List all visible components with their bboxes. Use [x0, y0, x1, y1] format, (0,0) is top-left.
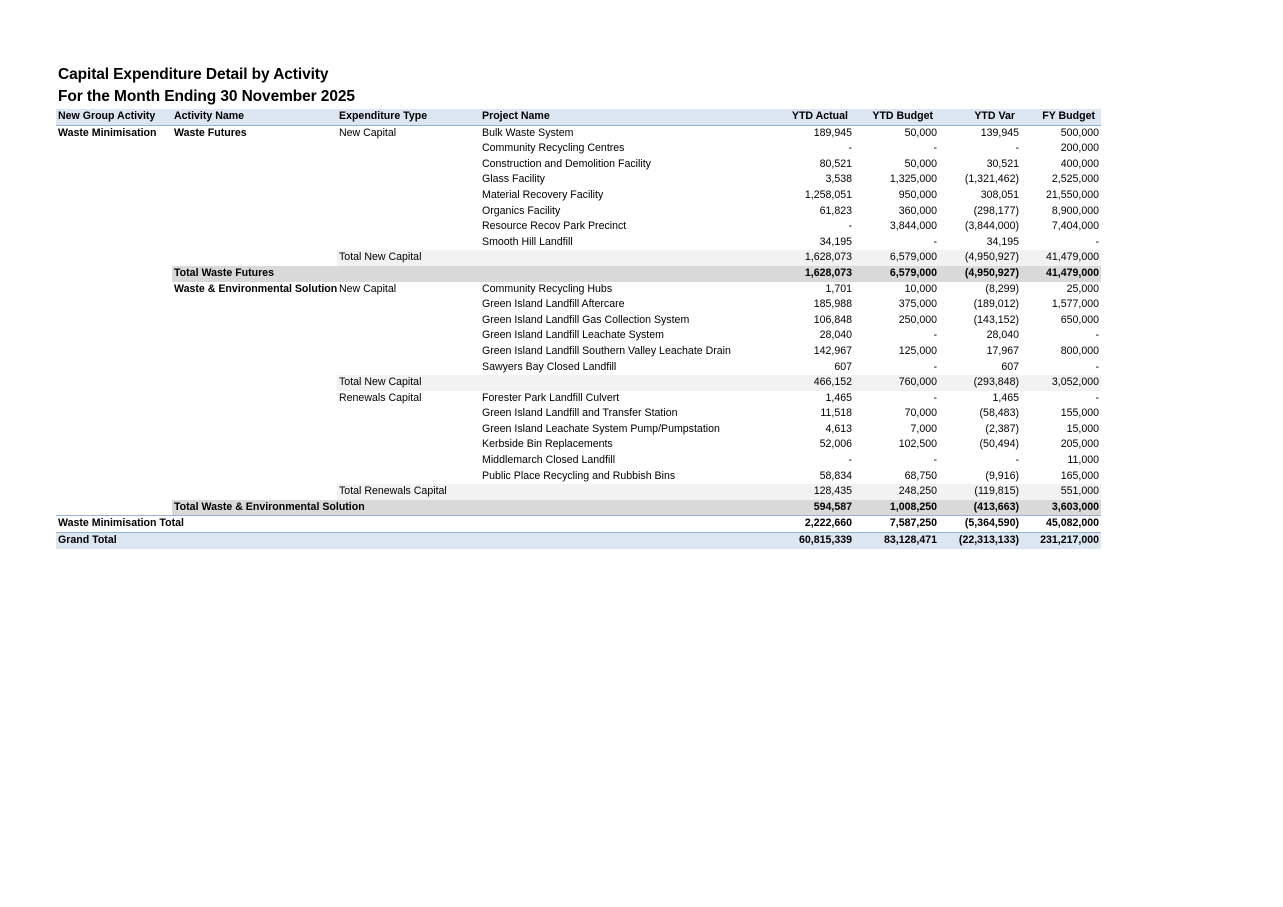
cell-ytd-actual: 61,823: [819, 204, 852, 217]
grand-total-row: [56, 533, 1101, 549]
cell-project: Kerbside Bin Replacements: [482, 438, 613, 451]
table-row: [56, 360, 1101, 376]
table-row: [56, 313, 1101, 329]
cell-ytd-var: (143,152): [973, 313, 1019, 326]
cell-project: Glass Facility: [482, 173, 545, 186]
cell-activity: [172, 437, 337, 453]
cell-fy-budget: 155,000: [1060, 407, 1099, 420]
cell-project: Forester Park Landfill Culvert: [482, 391, 620, 404]
cell-ytd-actual: 58,834: [819, 469, 852, 482]
cell-fy-budget: 500,000: [1060, 126, 1099, 139]
cell-expenditure-type: [337, 469, 480, 485]
col-header-group[interactable]: New Group Activity: [56, 109, 172, 125]
grand-total-label: Grand Total: [56, 533, 770, 549]
cell-expenditure-type: [337, 313, 480, 329]
cell-ytd-budget: -: [933, 142, 937, 155]
cell-empty: [56, 266, 172, 282]
cell-ytd-actual: 60,815,339: [770, 533, 854, 549]
table-row: [56, 157, 1101, 173]
cell-ytd-budget: 950,000: [898, 188, 937, 201]
cell-fy-budget: 8,900,000: [1051, 204, 1099, 217]
table-row: [56, 437, 1101, 453]
cell-ytd-var: (22,313,133): [939, 533, 1021, 549]
cell-ytd-budget: 3,844,000: [889, 220, 937, 233]
cell-ytd-budget: 83,128,471: [854, 533, 939, 549]
cell-project: Public Place Recycling and Rubbish Bins: [482, 469, 676, 482]
cell-fy-budget: 41,479,000: [1021, 266, 1101, 282]
cell-fy-budget: 15,000: [1066, 422, 1099, 435]
cell-ytd-var: 30,521: [986, 157, 1019, 170]
cell-ytd-actual: -: [848, 142, 852, 155]
sub-total-row: [56, 484, 1101, 500]
cell-fy-budget: 21,550,000: [1045, 188, 1099, 201]
cell-group: [56, 219, 172, 235]
subtotal-label: Total New Capital: [337, 250, 770, 266]
cell-ytd-var: 34,195: [986, 235, 1019, 248]
cell-activity: [172, 157, 337, 173]
col-header-activity[interactable]: Activity Name: [172, 109, 337, 125]
cell-group: [56, 297, 172, 313]
cell-expenditure-type: [337, 406, 480, 422]
cell-fy-budget: 41,479,000: [1021, 250, 1101, 266]
cell-expenditure-type: [337, 328, 480, 344]
table-row: [56, 125, 1101, 141]
cell-ytd-actual: 1,701: [825, 282, 852, 295]
cell-ytd-budget: 248,250: [854, 484, 939, 500]
grp-total-row: [56, 516, 1101, 533]
col-header-expenditure-type[interactable]: Expenditure Type: [337, 109, 480, 125]
cell-group: [56, 344, 172, 360]
cell-ytd-budget: 360,000: [898, 204, 937, 217]
cell-fy-budget: 231,217,000: [1021, 533, 1101, 549]
cell-fy-budget: 7,404,000: [1051, 220, 1099, 233]
report-title: Capital Expenditure Detail by Activity: [58, 66, 329, 83]
cell-group: [56, 328, 172, 344]
subtotal-label: Total New Capital: [337, 375, 770, 391]
cell-project: Middlemarch Closed Landfill: [482, 454, 616, 467]
cell-activity: [172, 204, 337, 220]
cell-ytd-budget: 68,750: [904, 469, 937, 482]
cell-activity: [172, 328, 337, 344]
cell-ytd-budget: 250,000: [898, 313, 937, 326]
cell-expenditure-type: New Capital: [339, 282, 397, 295]
cell-activity: [172, 360, 337, 376]
cell-ytd-actual: 1,258,051: [804, 188, 852, 201]
cell-ytd-actual: 185,988: [813, 298, 852, 311]
cell-ytd-budget: 6,579,000: [854, 250, 939, 266]
cell-project: Community Recycling Hubs: [482, 282, 613, 295]
cell-activity: [172, 391, 337, 407]
cell-expenditure-type: [337, 204, 480, 220]
cell-expenditure-type: [337, 172, 480, 188]
cell-ytd-var: 139,945: [980, 126, 1019, 139]
cell-ytd-actual: -: [848, 220, 852, 233]
cell-group: [56, 391, 172, 407]
cell-activity: [172, 344, 337, 360]
cell-fy-budget: 551,000: [1021, 484, 1101, 500]
cell-fy-budget: 3,603,000: [1021, 500, 1101, 516]
cell-expenditure-type: New Capital: [339, 126, 397, 139]
cell-expenditure-type: [337, 360, 480, 376]
cell-project: Green Island Landfill and Transfer Station: [482, 407, 678, 420]
cell-activity: Waste Futures: [174, 126, 247, 139]
cell-ytd-budget: 6,579,000: [854, 266, 939, 282]
cell-fy-budget: 1,577,000: [1051, 298, 1099, 311]
table-row: [56, 204, 1101, 220]
act-total-row: [56, 266, 1101, 282]
cell-group: [56, 422, 172, 438]
sub-total-row: [56, 250, 1101, 266]
cell-group: [56, 360, 172, 376]
cell-fy-budget: 165,000: [1060, 469, 1099, 482]
cell-ytd-var: (119,815): [939, 484, 1021, 500]
cell-expenditure-type: [337, 235, 480, 251]
cell-expenditure-type: [337, 344, 480, 360]
cell-ytd-actual: 607: [834, 360, 852, 373]
cell-ytd-budget: 70,000: [904, 407, 937, 420]
col-header-ytd-var[interactable]: YTD Var: [939, 109, 1021, 125]
cell-ytd-budget: -: [933, 454, 937, 467]
cell-expenditure-type: [337, 422, 480, 438]
cell-ytd-actual: 1,465: [825, 391, 852, 404]
cell-empty: [172, 375, 337, 391]
cell-ytd-actual: 4,613: [825, 422, 852, 435]
table-header-row: [56, 109, 1101, 125]
cell-ytd-budget: 1,325,000: [889, 173, 937, 186]
cell-group: [56, 282, 172, 298]
table-row: [56, 453, 1101, 469]
cell-ytd-var: -: [1015, 454, 1019, 467]
cell-ytd-actual: 52,006: [819, 438, 852, 451]
cell-project: Sawyers Bay Closed Landfill: [482, 360, 617, 373]
cell-ytd-budget: 7,000: [910, 422, 937, 435]
cell-fy-budget: 800,000: [1060, 344, 1099, 357]
cell-project: Community Recycling Centres: [482, 142, 625, 155]
cell-fy-budget: 205,000: [1060, 438, 1099, 451]
cell-ytd-actual: 1,628,073: [770, 266, 854, 282]
cell-ytd-var: (4,950,927): [939, 266, 1021, 282]
cell-group: [56, 437, 172, 453]
cell-ytd-actual: 128,435: [770, 484, 854, 500]
cell-expenditure-type: [337, 437, 480, 453]
cell-group: Waste Minimisation: [58, 126, 157, 139]
table-row: [56, 235, 1101, 251]
cell-ytd-actual: 80,521: [819, 157, 852, 170]
cell-fy-budget: 25,000: [1066, 282, 1099, 295]
cell-group: [56, 141, 172, 157]
cell-ytd-var: (1,321,462): [964, 173, 1019, 186]
cell-project: Material Recovery Facility: [482, 188, 604, 201]
cell-fy-budget: -: [1095, 391, 1099, 404]
sub-total-row: [56, 375, 1101, 391]
table-row: [56, 469, 1101, 485]
table-row: [56, 328, 1101, 344]
table-row: [56, 344, 1101, 360]
cell-project: Resource Recov Park Precinct: [482, 220, 627, 233]
col-header-ytd-actual[interactable]: YTD Actual: [770, 109, 854, 125]
cell-ytd-budget: 375,000: [898, 298, 937, 311]
cell-ytd-budget: 1,008,250: [854, 500, 939, 516]
cell-ytd-budget: 760,000: [854, 375, 939, 391]
cell-ytd-budget: -: [933, 360, 937, 373]
cell-group: [56, 157, 172, 173]
cell-empty: [56, 375, 172, 391]
cell-expenditure-type: [337, 141, 480, 157]
cell-activity: [172, 172, 337, 188]
cell-empty: [56, 484, 172, 500]
cell-project: Green Island Landfill Southern Valley Leachate Drain: [482, 344, 731, 357]
cell-ytd-budget: 50,000: [904, 126, 937, 139]
table-row: [56, 297, 1101, 313]
cell-fy-budget: 3,052,000: [1021, 375, 1101, 391]
cell-activity: [172, 188, 337, 204]
cell-ytd-var: (413,663): [939, 500, 1021, 516]
table-row: [56, 391, 1101, 407]
cell-ytd-budget: -: [933, 329, 937, 342]
cell-project: Smooth Hill Landfill: [482, 235, 573, 248]
cell-ytd-var: (2,387): [985, 422, 1019, 435]
cell-project: Green Island Landfill Gas Collection System: [482, 313, 690, 326]
cell-fy-budget: 400,000: [1060, 157, 1099, 170]
cell-ytd-var: 308,051: [980, 188, 1019, 201]
cell-group: [56, 204, 172, 220]
cell-group: [56, 406, 172, 422]
col-header-ytd-budget[interactable]: YTD Budget: [854, 109, 939, 125]
cell-group: [56, 172, 172, 188]
cell-fy-budget: 2,525,000: [1051, 173, 1099, 186]
cell-ytd-budget: 102,500: [898, 438, 937, 451]
cell-expenditure-type: Renewals Capital: [339, 391, 422, 404]
cell-expenditure-type: [337, 157, 480, 173]
cell-project: Bulk Waste System: [482, 126, 574, 139]
cell-group: [56, 469, 172, 485]
cell-expenditure-type: [337, 219, 480, 235]
cell-ytd-var: (293,848): [939, 375, 1021, 391]
table-row: [56, 422, 1101, 438]
cell-project: Green Island Leachate System Pump/Pumpstation: [482, 422, 720, 435]
cell-fy-budget: 650,000: [1060, 313, 1099, 326]
cell-ytd-var: (8,299): [985, 282, 1019, 295]
cell-ytd-actual: -: [848, 454, 852, 467]
cell-ytd-actual: 11,518: [820, 407, 852, 420]
cell-fy-budget: -: [1095, 360, 1099, 373]
cell-activity: [172, 141, 337, 157]
cell-expenditure-type: [337, 188, 480, 204]
cell-ytd-var: (298,177): [973, 204, 1019, 217]
cell-group: [56, 313, 172, 329]
cell-ytd-actual: 2,222,660: [770, 516, 854, 533]
cell-group: [56, 188, 172, 204]
cell-fy-budget: 45,082,000: [1021, 516, 1101, 533]
table-row: [56, 282, 1101, 298]
cell-activity: [172, 297, 337, 313]
cell-ytd-actual: 3,538: [825, 173, 852, 186]
cell-activity: [172, 422, 337, 438]
grp-total-label: Waste Minimisation Total: [56, 516, 770, 533]
cell-fy-budget: -: [1095, 329, 1099, 342]
cell-project: Organics Facility: [482, 204, 561, 217]
cell-project: Green Island Landfill Aftercare: [482, 298, 625, 311]
cell-activity: [172, 469, 337, 485]
cell-expenditure-type: [337, 297, 480, 313]
activity-total-label: Total Waste & Environmental Solution: [172, 500, 770, 516]
cell-empty: [56, 250, 172, 266]
cell-ytd-actual: 189,945: [813, 126, 852, 139]
act-total-row: [56, 500, 1101, 516]
cell-ytd-var: 607: [1001, 360, 1019, 373]
subtotal-label: Total Renewals Capital: [337, 484, 770, 500]
table-row: [56, 406, 1101, 422]
cell-ytd-var: 17,967: [986, 344, 1019, 357]
report-subtitle: For the Month Ending 30 November 2025: [58, 88, 355, 105]
cell-project: Construction and Demolition Facility: [482, 157, 651, 170]
cell-ytd-var: (5,364,590): [939, 516, 1021, 533]
cell-project: Green Island Landfill Leachate System: [482, 329, 664, 342]
cell-ytd-var: 28,040: [986, 329, 1019, 342]
cell-group: [56, 235, 172, 251]
cell-expenditure-type: [337, 453, 480, 469]
cell-activity: [172, 453, 337, 469]
cell-ytd-actual: 466,152: [770, 375, 854, 391]
table-row: [56, 172, 1101, 188]
cell-ytd-budget: 125,000: [898, 344, 937, 357]
cell-ytd-actual: 142,967: [813, 344, 852, 357]
cell-empty: [172, 250, 337, 266]
capex-table: [56, 109, 1101, 549]
cell-ytd-var: (9,916): [985, 469, 1019, 482]
table-row: [56, 219, 1101, 235]
cell-ytd-actual: 106,848: [813, 313, 852, 326]
cell-ytd-var: (189,012): [973, 298, 1019, 311]
cell-ytd-var: (50,494): [979, 438, 1019, 451]
cell-ytd-var: (58,483): [979, 407, 1019, 420]
cell-activity: [172, 406, 337, 422]
cell-activity: Waste & Environmental Solution: [174, 282, 337, 295]
cell-ytd-budget: 10,000: [904, 282, 937, 295]
col-header-project[interactable]: Project Name: [480, 109, 770, 125]
cell-ytd-actual: 28,040: [819, 329, 852, 342]
cell-ytd-budget: -: [933, 235, 937, 248]
table-row: [56, 188, 1101, 204]
cell-fy-budget: 11,000: [1067, 454, 1099, 467]
cell-fy-budget: -: [1095, 235, 1099, 248]
cell-fy-budget: 200,000: [1060, 142, 1099, 155]
cell-ytd-var: 1,465: [992, 391, 1019, 404]
cell-ytd-actual: 594,587: [770, 500, 854, 516]
col-header-fy-budget[interactable]: FY Budget: [1021, 109, 1101, 125]
cell-empty: [56, 500, 172, 516]
cell-activity: [172, 219, 337, 235]
table-row: [56, 141, 1101, 157]
cell-activity: [172, 235, 337, 251]
activity-total-label: Total Waste Futures: [172, 266, 770, 282]
cell-ytd-var: (4,950,927): [939, 250, 1021, 266]
cell-group: [56, 453, 172, 469]
cell-ytd-actual: 34,195: [819, 235, 852, 248]
cell-ytd-actual: 1,628,073: [770, 250, 854, 266]
cell-ytd-budget: -: [933, 391, 937, 404]
cell-empty: [172, 484, 337, 500]
cell-ytd-budget: 7,587,250: [854, 516, 939, 533]
cell-activity: [172, 313, 337, 329]
cell-ytd-budget: 50,000: [904, 157, 937, 170]
cell-ytd-var: -: [1015, 142, 1019, 155]
cell-ytd-var: (3,844,000): [964, 220, 1019, 233]
